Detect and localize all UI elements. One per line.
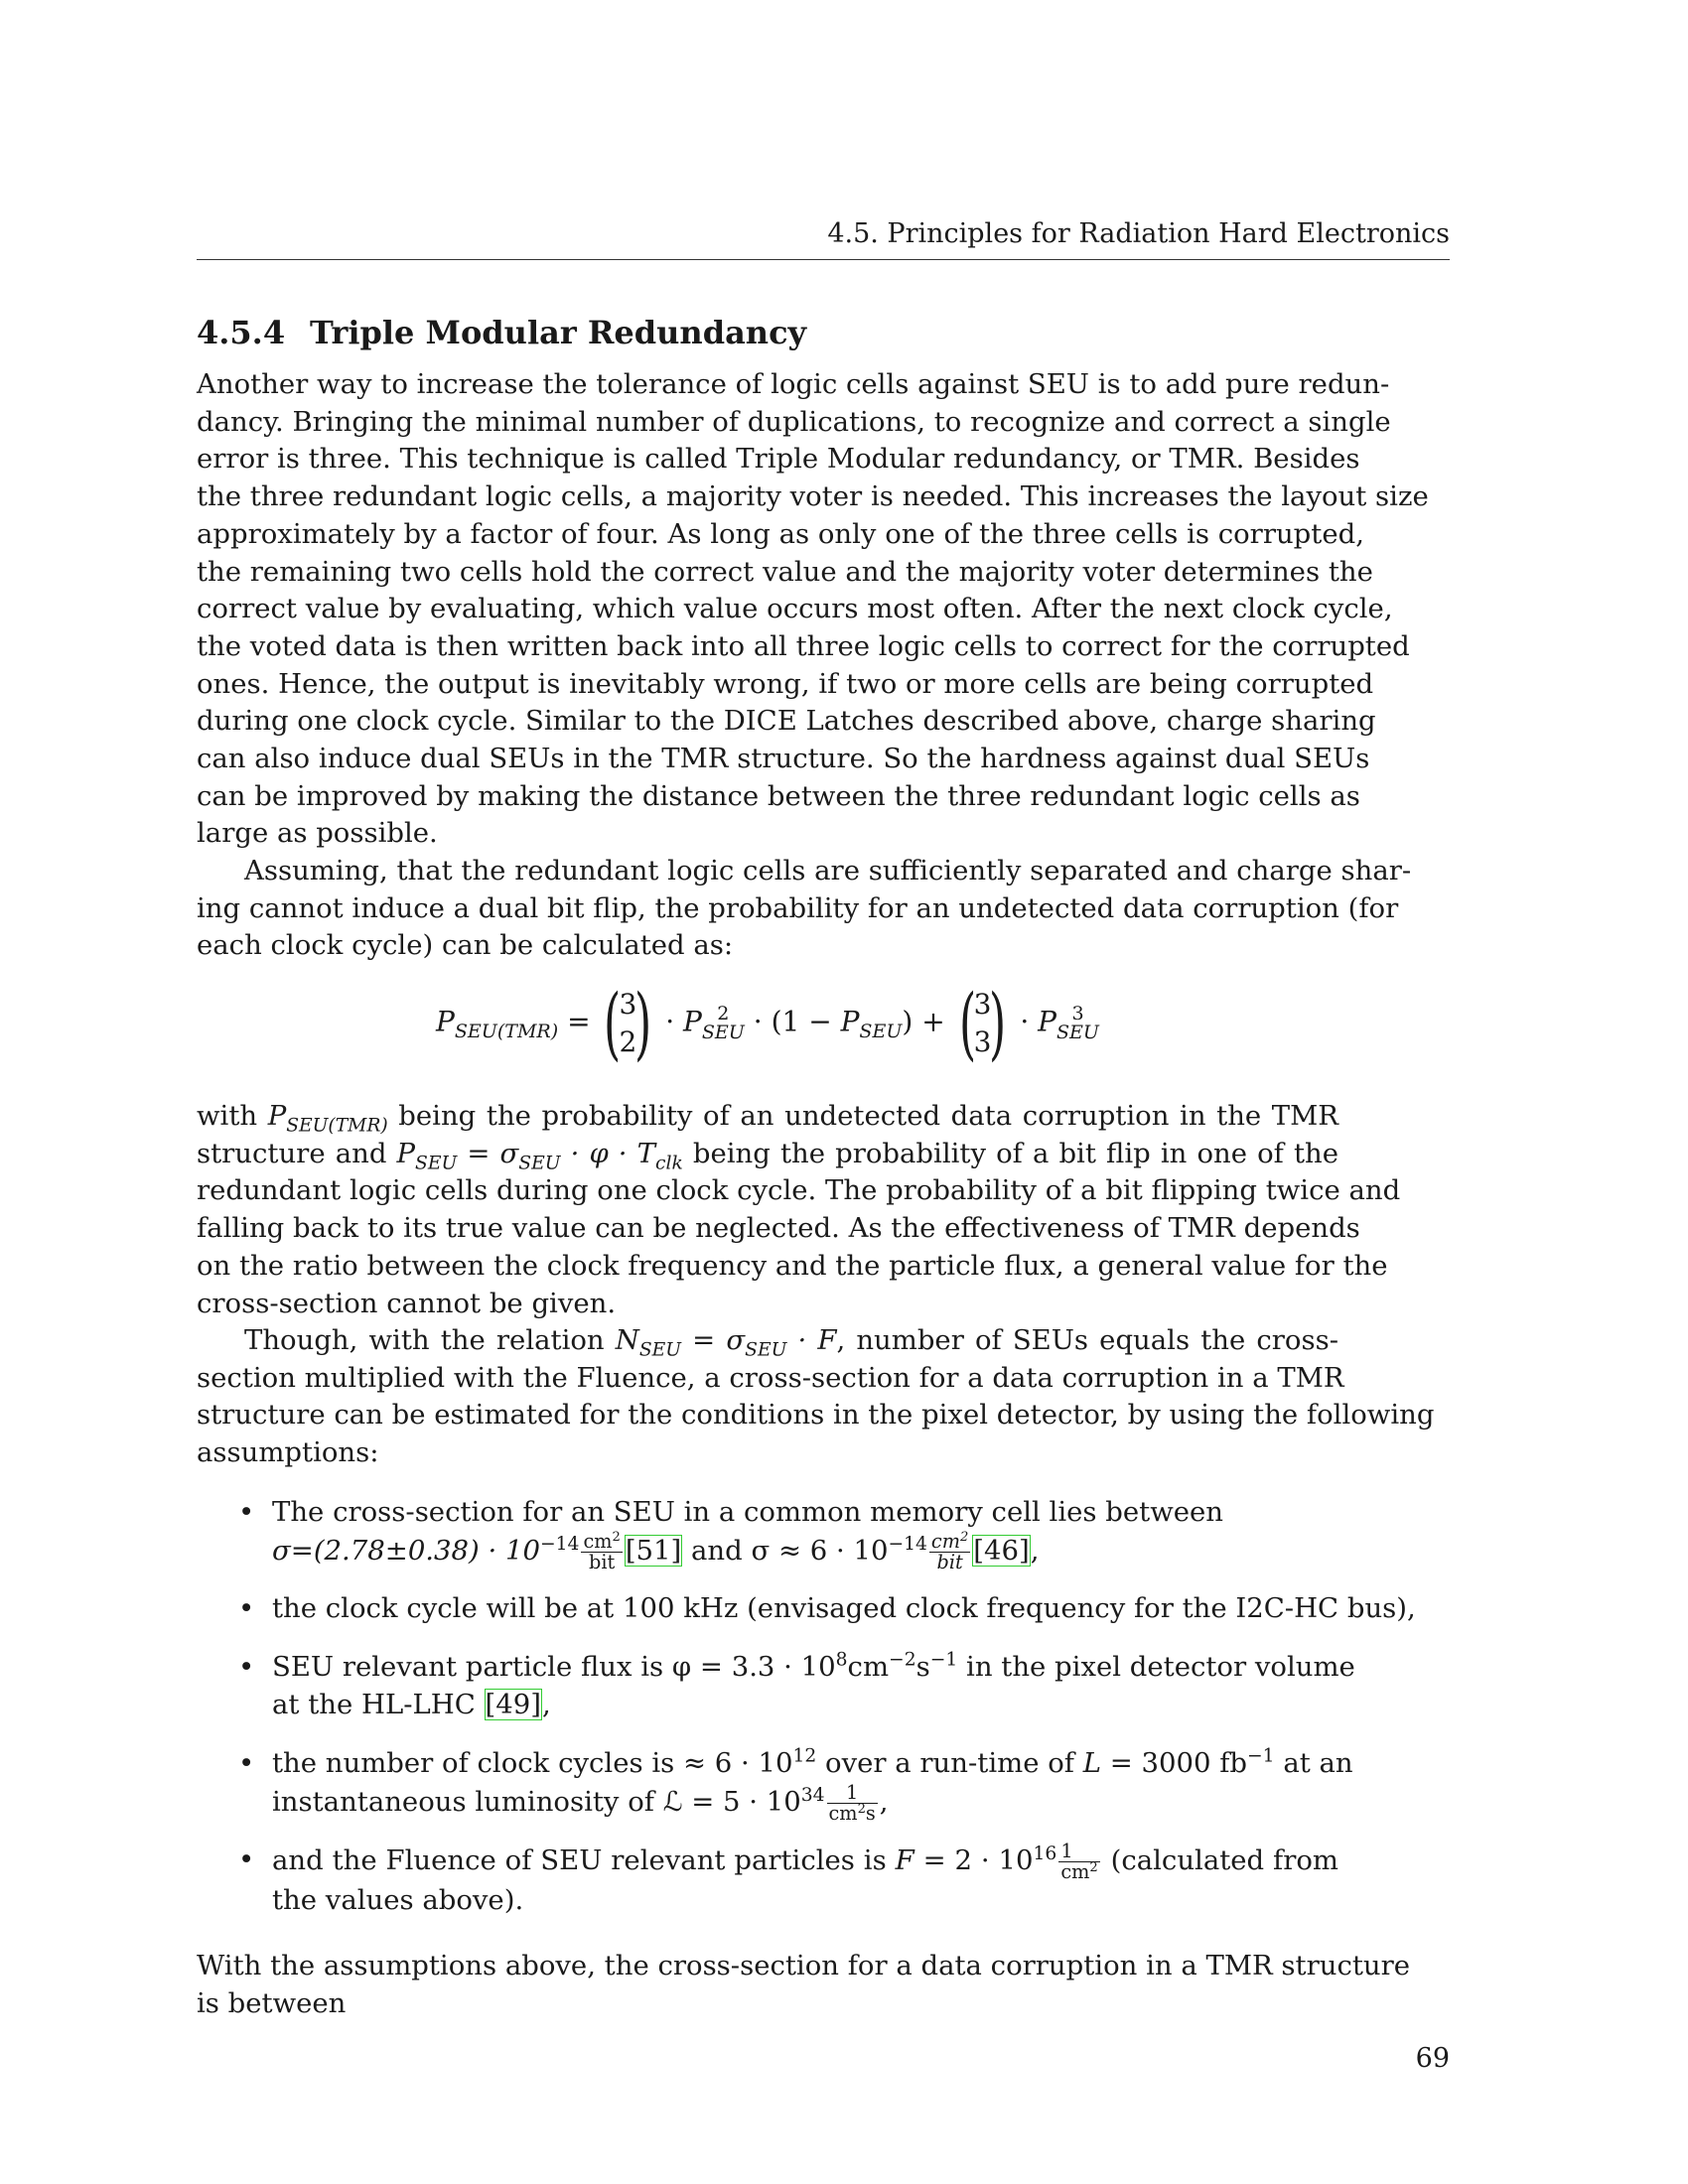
text-run: , number of SEUs equals the cross- bbox=[836, 1324, 1339, 1356]
text-run: Though, with the relation bbox=[244, 1324, 616, 1356]
math-symbol: L bbox=[1082, 1747, 1101, 1779]
math-superscript: 8 bbox=[835, 1649, 848, 1671]
text-line: instantaneous luminosity of ℒ = $5 \cdot 10^{34}$ $\frac{1}{cm^2s}$ , bbox=[272, 1780, 889, 1825]
text-line bbox=[272, 1842, 1338, 1882]
frac-numerator: 1 bbox=[827, 1783, 878, 1804]
text-line: can be improved by making the distance between the three redundant logic cells as bbox=[197, 779, 1360, 812]
text-run: in the pixel detector volume bbox=[957, 1651, 1355, 1683]
text-line: is between bbox=[197, 1986, 347, 2019]
math-subscript: SEU bbox=[415, 1153, 458, 1174]
list-item bbox=[272, 1494, 1338, 1572]
paragraph-assumption bbox=[197, 853, 1412, 965]
math-symbol: P bbox=[396, 1137, 416, 1169]
math-subscript: SEU(TMR) bbox=[454, 1021, 559, 1043]
math-superscript: 2 bbox=[717, 1002, 730, 1024]
math-term: (1 − bbox=[771, 1005, 841, 1038]
text-line: the values above). bbox=[272, 1884, 524, 1917]
section-heading bbox=[197, 314, 806, 351]
math-term: · F bbox=[786, 1324, 837, 1356]
text-line: on the ratio between the clock frequency and the particle flux, a general value for the bbox=[197, 1249, 1388, 1282]
text-line: Another way to increase the tolerance of logic cells against SEU is to add pure redun- bbox=[197, 368, 1390, 400]
math-subscript: SEU bbox=[745, 1339, 787, 1361]
text-line: section multiplied with the Fluence, a cross-section for a data corruption in a TMR bbox=[197, 1361, 1344, 1394]
text-run: at the HL-LHC bbox=[272, 1688, 485, 1720]
equation-tmr-probability bbox=[197, 977, 1338, 1085]
math-term: σ=(2.78±0.38) · 10 bbox=[272, 1534, 540, 1567]
text-line: redundant logic cells during one clock cycle. The probability of a bit flipping twice and bbox=[197, 1174, 1401, 1207]
math-term: = σ bbox=[467, 1137, 519, 1169]
text-line: the three redundant logic cells, a majority voter is needed. This increases the layout size bbox=[197, 480, 1429, 513]
citation-link[interactable]: [49] bbox=[485, 1688, 541, 1720]
text-line bbox=[197, 1322, 1338, 1360]
section-title: Triple Modular Redundancy bbox=[310, 314, 807, 351]
binom-bottom: 2 bbox=[619, 1025, 637, 1058]
paragraph-definitions bbox=[197, 1098, 1401, 1322]
list-item bbox=[272, 1649, 1355, 1723]
math-superscript: 3 bbox=[1071, 1002, 1084, 1024]
math-subscript: SEU bbox=[518, 1153, 561, 1174]
binom-top: 3 bbox=[619, 988, 637, 1021]
text-line: correct value by evaluating, which value occurs most often. After the next clock cycle, bbox=[197, 593, 1393, 625]
fraction: $\frac{1}{cm^2s}$ bbox=[828, 1780, 876, 1825]
text-line: the remaining two cells hold the correct value and the majority voter determines the bbox=[197, 555, 1373, 588]
text-line: large as possible. bbox=[197, 817, 438, 850]
frac-denominator: bit bbox=[589, 1550, 616, 1573]
frac-denominator: s bbox=[865, 1801, 876, 1825]
section-number: 4.5.4 bbox=[197, 314, 286, 351]
page-number: 69 bbox=[1415, 2043, 1450, 2074]
binom-top: 3 bbox=[973, 988, 992, 1021]
text-line bbox=[197, 1098, 1338, 1136]
math-superscript: −14 bbox=[888, 1533, 927, 1555]
frac-denominator: cm bbox=[828, 1801, 858, 1825]
text-run: instantaneous luminosity of ℒ = 5 · 10 bbox=[272, 1785, 801, 1818]
math-symbol: P bbox=[1038, 1005, 1056, 1038]
paragraph-intro bbox=[197, 366, 1429, 853]
math-term: ) bbox=[902, 1005, 914, 1038]
math-subscript: SEU(TMR) bbox=[286, 1115, 388, 1137]
math-subscript: SEU bbox=[638, 1339, 682, 1361]
paragraph-estimation bbox=[197, 1322, 1435, 1472]
citation-link[interactable]: [46] bbox=[973, 1534, 1030, 1567]
text-line: can also induce dual SEUs in the TMR structure. So the hardness against dual SEUs bbox=[197, 743, 1370, 775]
text-line: the voted data is then written back into all three logic cells to correct for the corrupted bbox=[197, 629, 1410, 662]
text-run: structure and bbox=[197, 1137, 397, 1169]
frac-denominator: cm bbox=[1060, 1860, 1090, 1884]
text-line: dancy. Bringing the minimal number of duplications, to recognize and correct a single bbox=[197, 405, 1391, 438]
text-line: during one clock cycle. Similar to the DICE Latches described above, charge sharing bbox=[197, 705, 1376, 738]
math-symbol: P bbox=[436, 1005, 455, 1038]
math-operator: = bbox=[567, 1005, 591, 1038]
text-line: ones. Hence, the output is inevitably wrong, if two or more cells are being corrupted bbox=[197, 667, 1374, 700]
math-term: and σ ≈ 6 · 10 bbox=[682, 1534, 889, 1567]
text-run: (calculated from bbox=[1101, 1844, 1338, 1877]
binom-bottom: 3 bbox=[973, 1025, 992, 1058]
frac-denominator: bit bbox=[936, 1550, 963, 1573]
math-symbol: P bbox=[267, 1100, 287, 1132]
running-header: 4.5. Principles for Radiation Hard Electronics bbox=[197, 218, 1450, 260]
math-subscript: SEU bbox=[859, 1021, 903, 1043]
math-operator: · bbox=[753, 1005, 763, 1038]
math-symbol: P bbox=[840, 1005, 860, 1038]
math-subscript: SEU bbox=[701, 1022, 745, 1043]
text-run: = 2 · 10 bbox=[914, 1844, 1034, 1877]
math-superscript: −2 bbox=[889, 1649, 916, 1671]
math-symbol: P bbox=[683, 1005, 702, 1038]
binomial-coefficient: ( 3 2 ) bbox=[604, 977, 652, 1069]
fraction: $\frac{cm^2}{\text{bit}}$ bbox=[930, 1529, 969, 1573]
math-subscript: SEU bbox=[1056, 1022, 1099, 1043]
text-line: cross-section cannot be given. bbox=[197, 1287, 617, 1319]
math-superscript: 16 bbox=[1033, 1843, 1057, 1864]
fraction: $\frac{cm^2}{\text{bit}}$ bbox=[583, 1529, 621, 1573]
math-term: = σ bbox=[681, 1324, 746, 1356]
math-subscript: clk bbox=[655, 1153, 683, 1174]
math-symbol: N bbox=[615, 1324, 639, 1356]
text-line: ing cannot induce a dual bit flip, the probability for an undetected data corruption (for bbox=[197, 891, 1399, 924]
text-line: assumptions: bbox=[197, 1436, 379, 1469]
list-item bbox=[272, 1745, 1353, 1825]
text-line bbox=[272, 1649, 1355, 1687]
frac-numerator: 1 bbox=[1058, 1842, 1099, 1862]
text-run: being the probability of an undetected data corruption in the TMR bbox=[387, 1100, 1339, 1132]
fraction: $\frac{1}{cm^2}$ bbox=[1060, 1840, 1098, 1884]
math-superscript: −1 bbox=[929, 1649, 958, 1671]
math-superscript: −1 bbox=[1247, 1745, 1275, 1767]
text-line: $\sigma=(2.78\pm 0.38) \cdot 10^{-14}$ $\frac{cm^2}{\text{bit}}$ [51] and $\sigma \approx 6 \cdot 10^{-14}$ $\frac{cm^2}{\text{bit}}$ [46], bbox=[272, 1529, 1040, 1573]
math-operator: · bbox=[1020, 1005, 1030, 1038]
text-run: s bbox=[915, 1651, 930, 1683]
math-superscript: 34 bbox=[800, 1784, 825, 1806]
text-line: structure can be estimated for the conditions in the pixel detector, by using the following bbox=[197, 1399, 1435, 1432]
list-item bbox=[272, 1590, 1416, 1628]
math-term: · φ · T bbox=[570, 1137, 655, 1169]
text-line: With the assumptions above, the cross-section for a data corruption in a TMR structure bbox=[197, 1950, 1411, 1981]
text-line: Assuming, that the redundant logic cells are sufficiently separated and charge shar- bbox=[244, 855, 1412, 887]
frac-numerator: cm bbox=[930, 1529, 960, 1553]
math-operator: + bbox=[921, 1005, 945, 1038]
text-run: = 3000 fb bbox=[1100, 1747, 1248, 1779]
math-superscript: −14 bbox=[540, 1533, 580, 1555]
text-run: over a run-time of bbox=[816, 1747, 1083, 1779]
text-run: the number of clock cycles is ≈ 6 · 10 bbox=[272, 1747, 793, 1779]
text-line: • the clock cycle will be at 100 kHz (envisaged clock frequency for the I2C-HC bus), bbox=[272, 1592, 1416, 1624]
text-line: approximately by a factor of four. As long as only one of the three cells is corrupted, bbox=[197, 517, 1364, 550]
text-run: with bbox=[197, 1100, 268, 1132]
frac-numerator: cm bbox=[583, 1529, 613, 1553]
text-line: error is three. This technique is called Triple Modular redundancy, or TMR. Besides bbox=[197, 443, 1360, 476]
citation-link[interactable]: [51] bbox=[625, 1534, 682, 1567]
text-line bbox=[197, 1136, 1338, 1173]
binomial-coefficient: ( 3 3 ) bbox=[958, 977, 1007, 1069]
text-line bbox=[272, 1745, 1353, 1783]
text-line: falling back to its true value can be neglected. As the effectiveness of TMR depends bbox=[197, 1212, 1360, 1245]
text-run: and the Fluence of SEU relevant particles is bbox=[272, 1844, 896, 1877]
text-run: SEU relevant particle flux is φ = 3.3 · 10 bbox=[272, 1651, 836, 1683]
math-symbol: F bbox=[895, 1844, 914, 1877]
text-line: at the HL-LHC [49], bbox=[272, 1688, 551, 1720]
math-operator: · bbox=[665, 1005, 675, 1038]
text-run: being the probability of a bit flip in one of the bbox=[682, 1137, 1338, 1169]
text-line: • The cross-section for an SEU in a common memory cell lies between bbox=[272, 1496, 1224, 1528]
text-run: cm bbox=[847, 1651, 890, 1683]
list-item bbox=[272, 1842, 1338, 1920]
math-superscript: 12 bbox=[792, 1745, 817, 1767]
paragraph-conclusion bbox=[197, 1948, 1411, 2022]
text-line: each clock cycle) can be calculated as: bbox=[197, 929, 734, 962]
text-run: at an bbox=[1274, 1747, 1353, 1779]
